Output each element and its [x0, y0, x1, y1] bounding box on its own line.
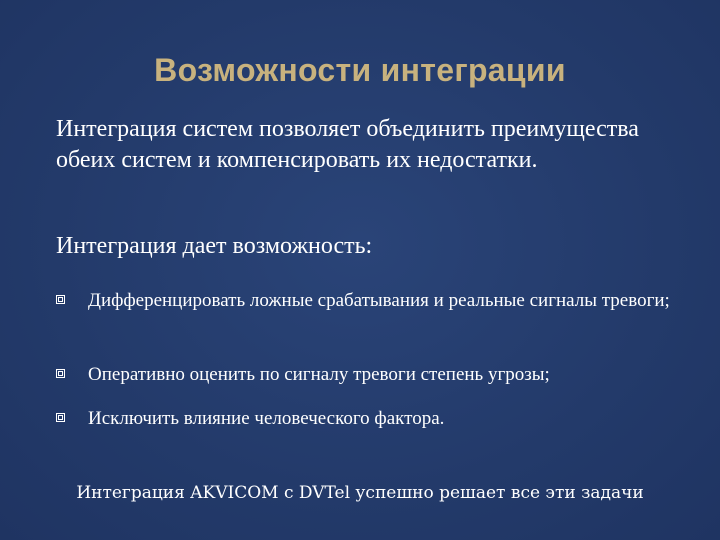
intro-paragraph: Интеграция систем позволяет объединить преимущества обеих систем и компенсировать их недостатки.: [56, 116, 639, 173]
square-bullet-icon: [56, 413, 65, 422]
bullet-item: [52, 362, 720, 388]
bullet-item: [52, 406, 720, 432]
bullet-text: Оперативно оценить по сигналу тревоги степень угрозы;: [88, 364, 550, 385]
square-bullet-icon: [56, 369, 65, 378]
slide-title: Возможности интеграции: [154, 52, 566, 88]
bullet-item: [52, 288, 720, 314]
footer-text: Интеграция AKVICOM с DVTel успешно решает все эти задачи: [76, 483, 644, 503]
square-bullet-icon: [56, 295, 65, 304]
lead-paragraph: Интеграция дает возможность:: [56, 233, 373, 259]
bullet-text: Дифференцировать ложные срабатывания и реальные сигналы тревоги;: [88, 290, 670, 311]
bullet-text: Исключить влияние человеческого фактора.: [88, 408, 445, 429]
